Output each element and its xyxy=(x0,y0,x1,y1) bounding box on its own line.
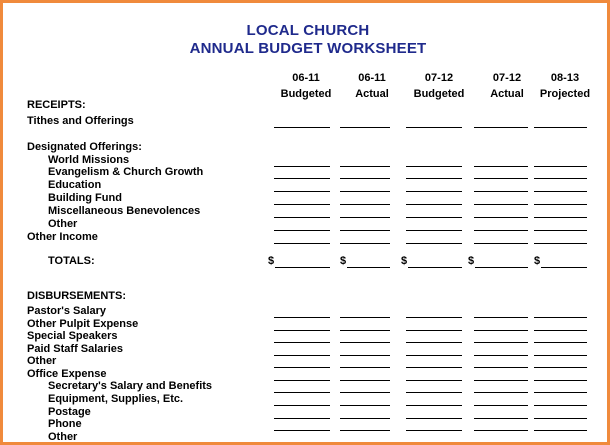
fill-in-line[interactable] xyxy=(474,355,528,356)
fill-in-line[interactable] xyxy=(474,127,528,128)
row-label-office: Postage xyxy=(48,406,91,418)
fill-in-line[interactable] xyxy=(534,380,587,381)
fill-in-line[interactable] xyxy=(534,392,587,393)
row-label-disbursement: Special Speakers xyxy=(27,330,118,342)
fill-in-line[interactable] xyxy=(340,217,390,218)
fill-in-line[interactable] xyxy=(274,330,330,331)
fill-in-line[interactable] xyxy=(274,178,330,179)
fill-in-line[interactable] xyxy=(274,367,330,368)
fill-in-line[interactable] xyxy=(274,430,330,431)
row-label-disbursement: Paid Staff Salaries xyxy=(27,343,123,355)
totals-dollar-sign: $ xyxy=(534,255,541,267)
column-year: 06-11 xyxy=(358,72,386,84)
column-year: 08-13 xyxy=(550,72,580,84)
fill-in-line[interactable] xyxy=(406,243,462,244)
fill-in-line[interactable] xyxy=(274,443,330,444)
fill-in-line[interactable] xyxy=(406,178,462,179)
fill-in-line[interactable] xyxy=(474,243,528,244)
fill-in-line[interactable] xyxy=(340,430,390,431)
fill-in-line[interactable] xyxy=(340,178,390,179)
fill-in-line[interactable] xyxy=(534,178,587,179)
row-label-designated: Other xyxy=(48,218,78,230)
fill-in-line[interactable] xyxy=(274,204,330,205)
fill-in-line[interactable] xyxy=(534,166,587,167)
column-header-5 xyxy=(530,70,600,102)
row-label-disbursement: Pastor's Salary xyxy=(27,305,107,317)
fill-in-line[interactable] xyxy=(340,392,390,393)
fill-in-line[interactable] xyxy=(474,330,528,331)
fill-in-line[interactable] xyxy=(406,217,462,218)
row-label-disbursement: Other Pulpit Expense xyxy=(27,318,139,330)
row-label-designated: Education xyxy=(48,179,102,191)
fill-in-line[interactable] xyxy=(534,204,587,205)
column-year: 07-12 xyxy=(424,72,454,84)
fill-in-line[interactable] xyxy=(406,430,462,431)
row-label-designated: Evangelism & Church Growth xyxy=(48,166,204,178)
row-label-designated: Miscellaneous Benevolences xyxy=(48,205,201,217)
fill-in-line[interactable] xyxy=(534,342,587,343)
fill-in-line[interactable] xyxy=(474,392,528,393)
fill-in-line[interactable] xyxy=(274,191,330,192)
fill-in-line[interactable] xyxy=(406,191,462,192)
column-label: Actual xyxy=(355,88,389,100)
fill-in-line[interactable] xyxy=(534,330,587,331)
fill-in-line[interactable] xyxy=(534,317,587,318)
fill-in-line[interactable] xyxy=(541,267,587,268)
fill-in-line[interactable] xyxy=(534,443,587,444)
fill-in-line[interactable] xyxy=(475,267,528,268)
fill-in-line[interactable] xyxy=(406,127,462,128)
designated-header: Designated Offerings: xyxy=(27,141,142,153)
row-label-designated: World Missions xyxy=(48,154,130,166)
fill-in-line[interactable] xyxy=(474,342,528,343)
column-header-2 xyxy=(337,70,407,102)
fill-in-line[interactable] xyxy=(474,191,528,192)
fill-in-line[interactable] xyxy=(406,330,462,331)
fill-in-line[interactable] xyxy=(474,178,528,179)
fill-in-line[interactable] xyxy=(408,267,462,268)
fill-in-line[interactable] xyxy=(406,392,462,393)
fill-in-line[interactable] xyxy=(274,418,330,419)
fill-in-line[interactable] xyxy=(274,166,330,167)
fill-in-line[interactable] xyxy=(340,191,390,192)
row-label-office: Secretary's Salary and Benefits xyxy=(48,380,213,392)
column-year: 06-11 xyxy=(292,72,320,84)
fill-in-line[interactable] xyxy=(474,204,528,205)
row-label-disbursement: Office Expense xyxy=(27,368,107,380)
totals-label: TOTALS: xyxy=(48,255,95,267)
fill-in-line[interactable] xyxy=(406,230,462,231)
fill-in-line[interactable] xyxy=(274,217,330,218)
fill-in-line[interactable] xyxy=(406,204,462,205)
fill-in-line[interactable] xyxy=(406,380,462,381)
fill-in-line[interactable] xyxy=(340,418,390,419)
fill-in-line[interactable] xyxy=(340,243,390,244)
fill-in-line[interactable] xyxy=(534,191,587,192)
column-header-1 xyxy=(271,70,341,102)
fill-in-line[interactable] xyxy=(274,342,330,343)
fill-in-line[interactable] xyxy=(275,267,330,268)
fill-in-line[interactable] xyxy=(274,392,330,393)
fill-in-line[interactable] xyxy=(406,367,462,368)
fill-in-line[interactable] xyxy=(474,317,528,318)
fill-in-line[interactable] xyxy=(474,166,528,167)
row-label-disbursement: Other xyxy=(27,355,57,367)
fill-in-line[interactable] xyxy=(340,317,390,318)
fill-in-line[interactable] xyxy=(274,355,330,356)
fill-in-line[interactable] xyxy=(406,355,462,356)
fill-in-line[interactable] xyxy=(340,204,390,205)
disbursements-header: DISBURSEMENTS: xyxy=(27,290,127,302)
fill-in-line[interactable] xyxy=(274,405,330,406)
row-label-other-income: Other Income xyxy=(27,231,98,243)
fill-in-line[interactable] xyxy=(340,230,390,231)
column-label: Budgeted xyxy=(413,88,465,100)
fill-in-line[interactable] xyxy=(534,418,587,419)
totals-dollar-sign: $ xyxy=(268,255,275,267)
fill-in-line[interactable] xyxy=(534,243,587,244)
fill-in-line[interactable] xyxy=(474,380,528,381)
fill-in-line[interactable] xyxy=(340,166,390,167)
fill-in-line[interactable] xyxy=(406,166,462,167)
fill-in-line[interactable] xyxy=(474,443,528,444)
column-label: Projected xyxy=(539,88,591,100)
fill-in-line[interactable] xyxy=(534,127,587,128)
row-label-office: Phone xyxy=(48,418,82,430)
column-year: 07-12 xyxy=(492,72,522,84)
totals-dollar-sign: $ xyxy=(401,255,408,267)
fill-in-line[interactable] xyxy=(534,367,587,368)
fill-in-line[interactable] xyxy=(340,355,390,356)
receipts-header: RECEIPTS: xyxy=(27,99,86,111)
fill-in-line[interactable] xyxy=(406,443,462,444)
fill-in-line[interactable] xyxy=(274,317,330,318)
fill-in-line[interactable] xyxy=(534,430,587,431)
fill-in-line[interactable] xyxy=(474,405,528,406)
fill-in-line[interactable] xyxy=(340,405,390,406)
fill-in-line[interactable] xyxy=(474,418,528,419)
column-label: Actual xyxy=(490,88,524,100)
page-subtitle: ANNUAL BUDGET WORKSHEET xyxy=(189,40,427,57)
fill-in-line[interactable] xyxy=(474,430,528,431)
fill-in-line[interactable] xyxy=(340,342,390,343)
row-label-office: Other xyxy=(48,431,78,443)
totals-dollar-sign: $ xyxy=(340,255,347,267)
fill-in-line[interactable] xyxy=(534,405,587,406)
fill-in-line[interactable] xyxy=(406,342,462,343)
fill-in-line[interactable] xyxy=(340,443,390,444)
fill-in-line[interactable] xyxy=(534,217,587,218)
fill-in-line[interactable] xyxy=(274,127,330,128)
fill-in-line[interactable] xyxy=(534,230,587,231)
row-label-tithes: Tithes and Offerings xyxy=(27,115,134,127)
fill-in-line[interactable] xyxy=(340,127,390,128)
fill-in-line[interactable] xyxy=(406,418,462,419)
fill-in-line[interactable] xyxy=(340,330,390,331)
column-header-3 xyxy=(404,70,474,102)
fill-in-line[interactable] xyxy=(474,230,528,231)
row-label-office: Equipment, Supplies, Etc. xyxy=(48,393,184,405)
totals-dollar-sign: $ xyxy=(468,255,475,267)
row-label-designated: Building Fund xyxy=(48,192,122,204)
fill-in-line[interactable] xyxy=(474,367,528,368)
fill-in-line[interactable] xyxy=(534,355,587,356)
fill-in-line[interactable] xyxy=(406,317,462,318)
column-label: Budgeted xyxy=(280,88,332,100)
fill-in-line[interactable] xyxy=(474,217,528,218)
fill-in-line[interactable] xyxy=(406,405,462,406)
fill-in-line[interactable] xyxy=(274,230,330,231)
fill-in-line[interactable] xyxy=(340,367,390,368)
fill-in-line[interactable] xyxy=(340,380,390,381)
fill-in-line[interactable] xyxy=(274,380,330,381)
fill-in-line[interactable] xyxy=(274,243,330,244)
fill-in-line[interactable] xyxy=(347,267,390,268)
page-title: LOCAL CHURCH xyxy=(246,22,370,39)
